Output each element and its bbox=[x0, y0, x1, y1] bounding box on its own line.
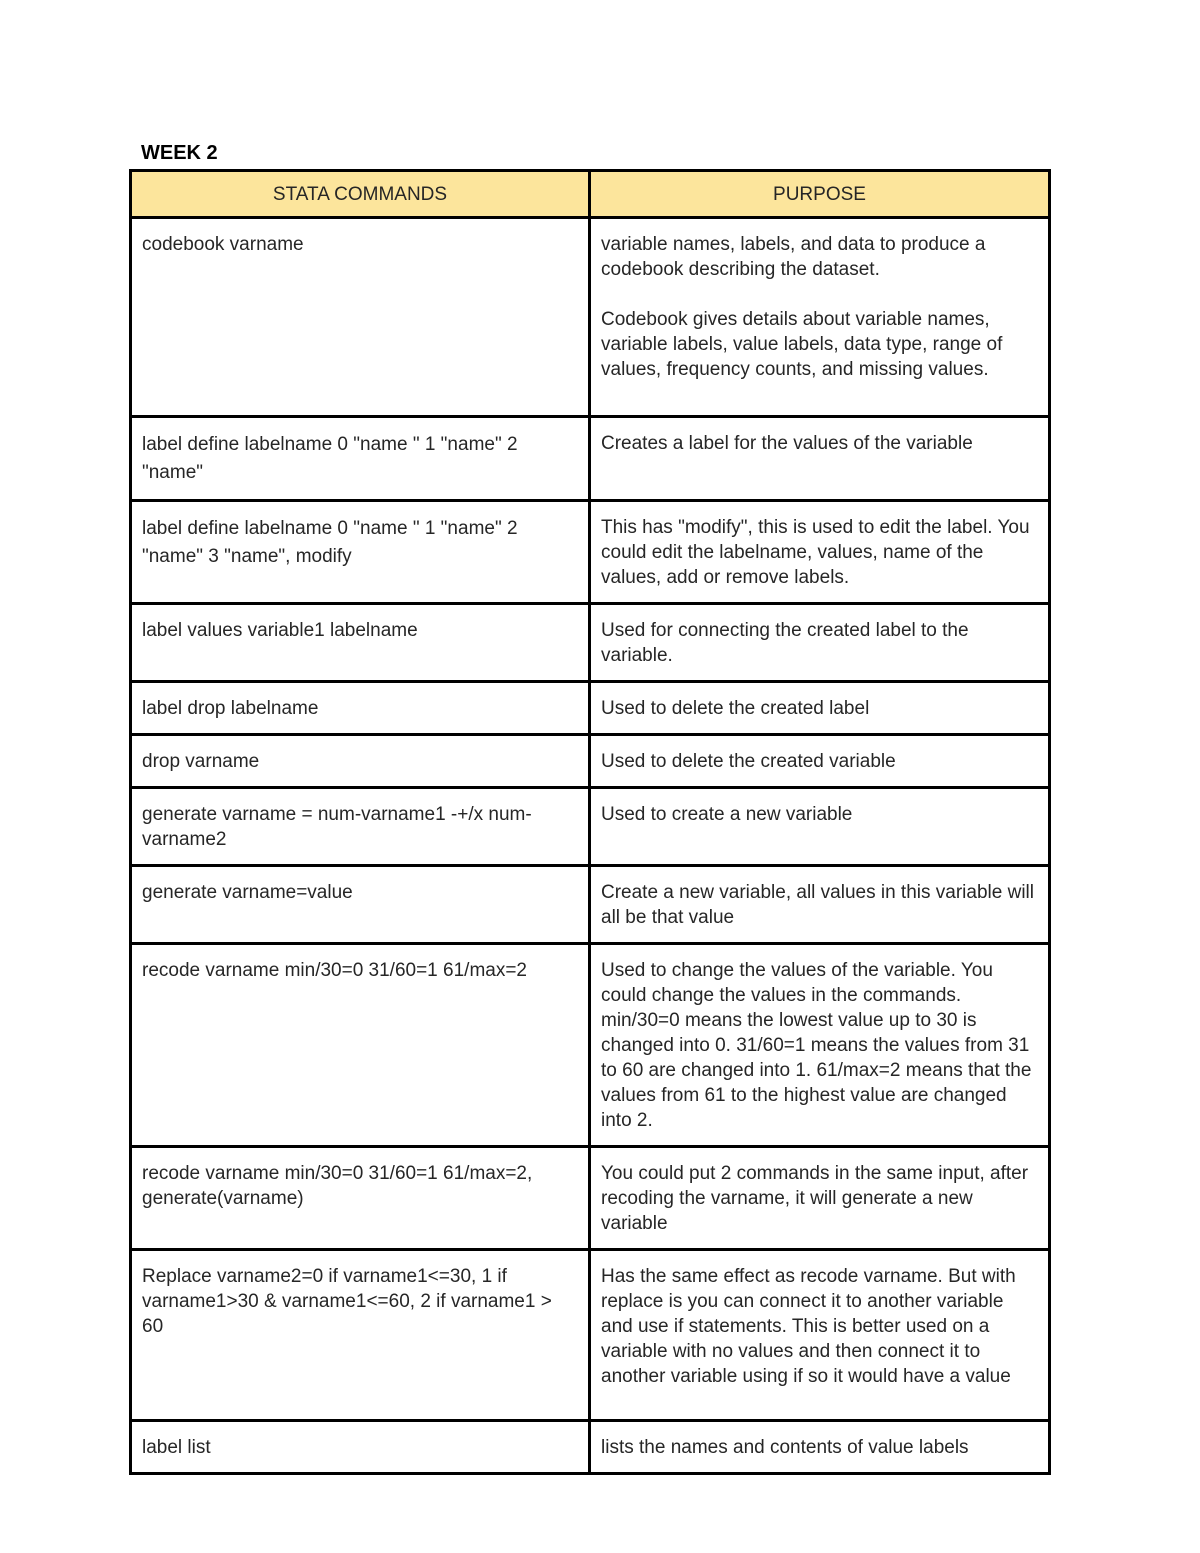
purpose-text: Creates a label for the values of the variable bbox=[601, 433, 973, 454]
page-heading: WEEK 2 bbox=[141, 142, 218, 164]
purpose-cell bbox=[590, 218, 1050, 417]
purpose-cell bbox=[590, 788, 1050, 866]
command-cell bbox=[131, 788, 590, 866]
purpose-cell bbox=[590, 501, 1050, 604]
purpose-text: Used for connecting the created label to the variable. bbox=[601, 620, 969, 666]
command-cell bbox=[131, 604, 590, 682]
command-cell bbox=[131, 682, 590, 735]
command-text: drop varname bbox=[142, 751, 260, 772]
command-cell bbox=[131, 1421, 590, 1474]
command-text: label drop labelname bbox=[142, 698, 319, 719]
command-text: label define labelname 0 "name " 1 "name" 2 "name" 3 "name", modify bbox=[142, 518, 518, 567]
purpose-cell bbox=[590, 735, 1050, 788]
purpose-text: lists the names and contents of value labels bbox=[601, 1437, 969, 1458]
command-cell bbox=[131, 944, 590, 1147]
table-row bbox=[131, 1250, 1050, 1421]
table-row bbox=[131, 944, 1050, 1147]
purpose-text: You could put 2 commands in the same input, after recoding the varname, it will generate a new variable bbox=[601, 1163, 1029, 1234]
purpose-cell bbox=[590, 1250, 1050, 1421]
command-text: codebook varname bbox=[142, 234, 304, 255]
purpose-text: Used to create a new variable bbox=[601, 804, 853, 825]
command-text: label define labelname 0 "name " 1 "name" 2 "name" bbox=[142, 434, 518, 483]
table-row bbox=[131, 735, 1050, 788]
header-purpose: PURPOSE bbox=[590, 171, 1050, 218]
command-cell bbox=[131, 1147, 590, 1250]
command-cell bbox=[131, 501, 590, 604]
purpose-text: Create a new variable, all values in this variable will all be that value bbox=[601, 882, 1034, 928]
table-row bbox=[131, 417, 1050, 501]
purpose-cell bbox=[590, 1421, 1050, 1474]
table-row bbox=[131, 1421, 1050, 1474]
purpose-text: Used to delete the created label bbox=[601, 698, 870, 719]
purpose-cell bbox=[590, 866, 1050, 944]
purpose-text: Codebook gives details about variable names, variable labels, value labels, data type, range of values, frequency counts, and missing values. bbox=[601, 309, 1003, 380]
command-text: label list bbox=[142, 1437, 211, 1458]
command-cell bbox=[131, 1250, 590, 1421]
table-row bbox=[131, 218, 1050, 417]
purpose-cell bbox=[590, 944, 1050, 1147]
table-header-row bbox=[131, 171, 1050, 218]
purpose-cell bbox=[590, 604, 1050, 682]
stata-commands-table bbox=[129, 169, 1051, 1475]
table-row bbox=[131, 866, 1050, 944]
purpose-cell bbox=[590, 1147, 1050, 1250]
command-text: generate varname=value bbox=[142, 882, 353, 903]
purpose-text: variable names, labels, and data to produce a codebook describing the dataset. bbox=[601, 234, 986, 280]
header-stata-commands: STATA COMMANDS bbox=[131, 171, 590, 218]
table-row bbox=[131, 682, 1050, 735]
command-cell bbox=[131, 417, 590, 501]
purpose-text: Used to delete the created variable bbox=[601, 751, 896, 772]
command-cell bbox=[131, 735, 590, 788]
command-text: recode varname min/30=0 31/60=1 61/max=2, generate(varname) bbox=[142, 1163, 533, 1209]
table-row bbox=[131, 1147, 1050, 1250]
command-text: Replace varname2=0 if varname1<=30, 1 if varname1>30 & varname1<=60, 2 if varname1 > 60 bbox=[142, 1266, 552, 1337]
purpose-text: Has the same effect as recode varname. But with replace is you can connect it to another variable and use if statements. This is better used on a variable with no values and then connect it to another variable using if so it would have a value bbox=[601, 1266, 1016, 1387]
table-row bbox=[131, 788, 1050, 866]
command-text: recode varname min/30=0 31/60=1 61/max=2 bbox=[142, 960, 528, 981]
purpose-cell bbox=[590, 417, 1050, 501]
command-text: generate varname = num-varname1 -+/x num-varname2 bbox=[142, 804, 532, 850]
purpose-text: Used to change the values of the variable. You could change the values in the commands. min/30=0 means the lowest value up to 30 is changed into 0. 31/60=1 means the values from 31 to 60 are changed into 1. 61/max=2 means that the values from 61 to the highest value are changed into 2. bbox=[601, 960, 1032, 1131]
table-row bbox=[131, 604, 1050, 682]
command-text: label values variable1 labelname bbox=[142, 620, 418, 641]
purpose-text: This has "modify", this is used to edit the label. You could edit the labelname, values, name of the values, add or remove labels. bbox=[601, 517, 1030, 588]
command-cell bbox=[131, 218, 590, 417]
purpose-cell bbox=[590, 682, 1050, 735]
table-row bbox=[131, 501, 1050, 604]
command-cell bbox=[131, 866, 590, 944]
